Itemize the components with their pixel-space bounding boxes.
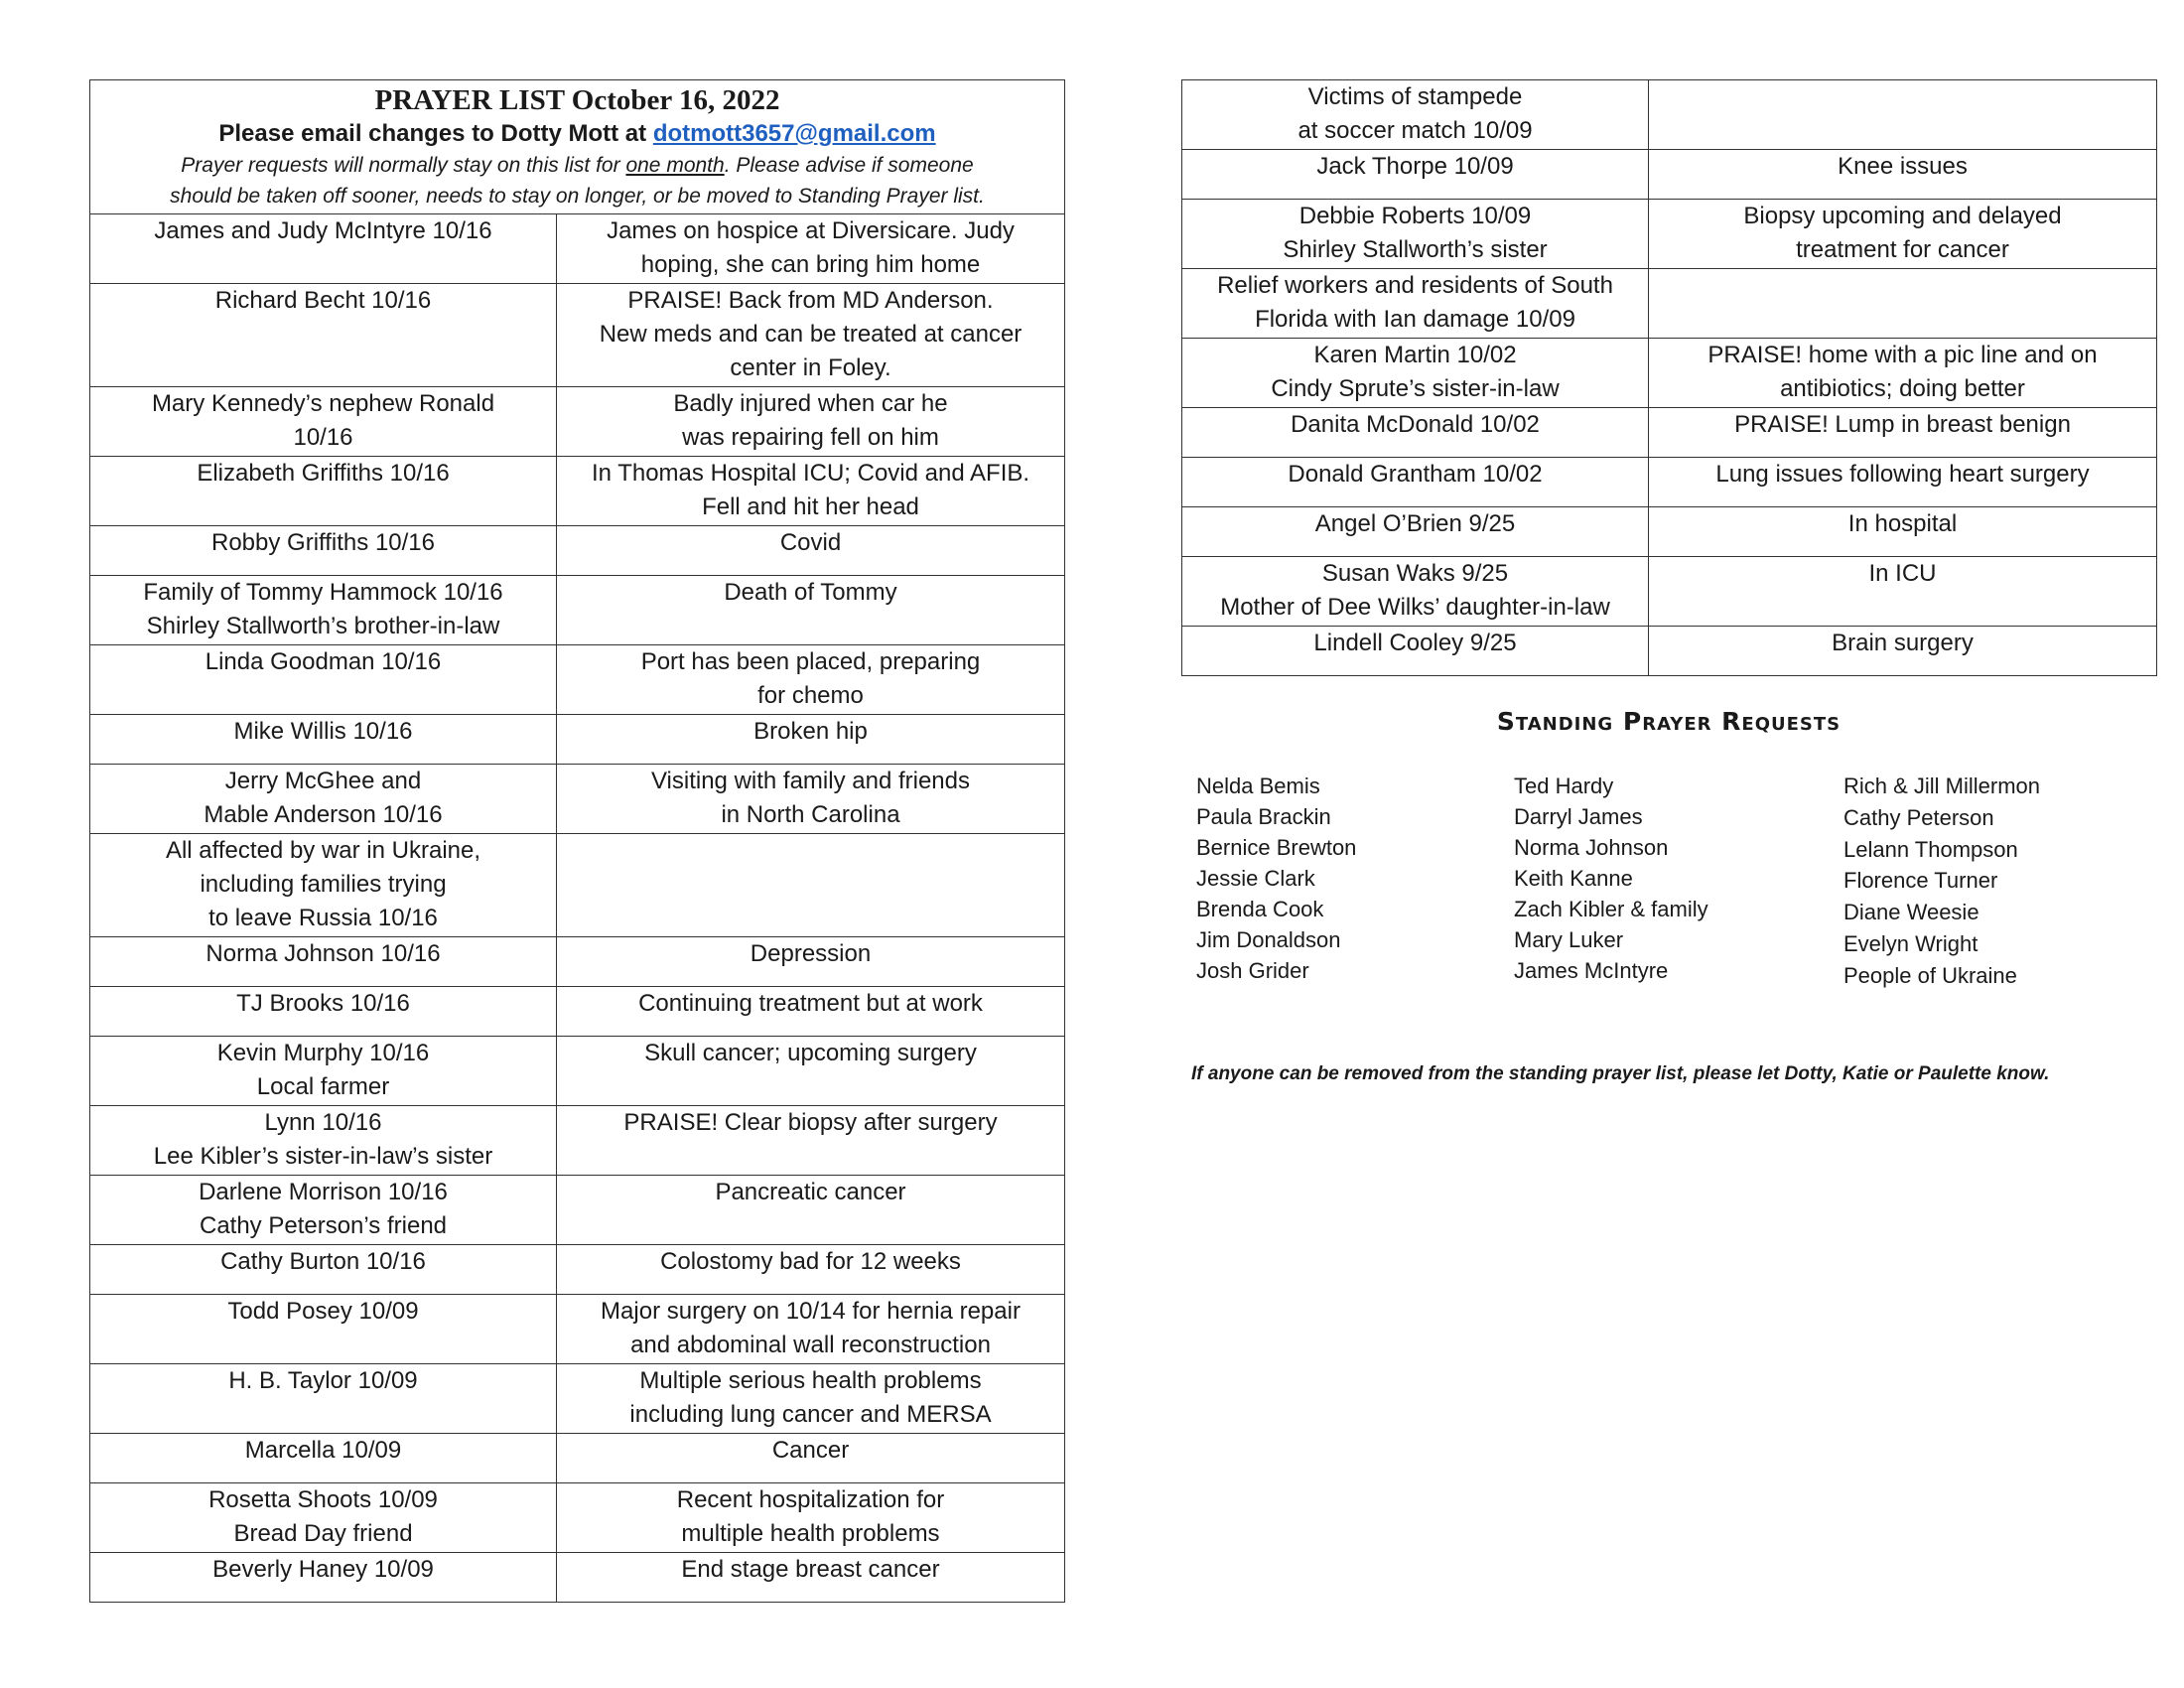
request-cell: Knee issues bbox=[1649, 150, 2157, 200]
prayer-list-continued-body bbox=[1182, 80, 2157, 676]
prayer-request-row bbox=[90, 1037, 1065, 1106]
prayer-request-continued-row bbox=[1182, 627, 2157, 676]
person-cell: Robby Griffiths 10/16 bbox=[90, 526, 557, 576]
note-line2: should be taken off sooner, needs to stay on longer, or be moved to Standing Prayer list. bbox=[170, 185, 985, 208]
standing-name: Mary Luker bbox=[1514, 927, 1624, 952]
note-underlined: one month bbox=[625, 154, 725, 177]
standing-name: Zach Kibler & family bbox=[1514, 897, 1708, 921]
request-cell: Badly injured when car he was repairing fell on him bbox=[557, 387, 1065, 457]
prayer-request-row bbox=[90, 715, 1065, 765]
standing-name: People of Ukraine bbox=[1843, 962, 2017, 988]
standing-name: Norma Johnson bbox=[1514, 835, 1669, 860]
email-link[interactable]: dotmott3657@gmail.com bbox=[652, 120, 936, 147]
request-cell: Skull cancer; upcoming surgery bbox=[557, 1037, 1065, 1106]
request-cell: Major surgery on 10/14 for hernia repair and abdominal wall reconstruction bbox=[557, 1295, 1065, 1364]
prayer-request-continued-row bbox=[1182, 408, 2157, 458]
request-cell: Broken hip bbox=[557, 715, 1065, 765]
request-cell bbox=[557, 834, 1065, 937]
prayer-request-row bbox=[90, 526, 1065, 576]
person-cell: Mike Willis 10/16 bbox=[90, 715, 557, 765]
prayer-list-table bbox=[89, 79, 1065, 1603]
prayer-request-continued-row bbox=[1182, 269, 2157, 339]
request-cell bbox=[1649, 269, 2157, 339]
standing-name: Josh Grider bbox=[1196, 958, 1309, 983]
request-cell: Continuing treatment but at work bbox=[557, 987, 1065, 1037]
standing-name: Florence Turner bbox=[1843, 868, 1998, 894]
person-cell: Jack Thorpe 10/09 bbox=[1182, 150, 1649, 200]
prayer-request-row bbox=[90, 1553, 1065, 1603]
request-cell: Visiting with family and friends in North Carolina bbox=[557, 765, 1065, 834]
standing-name: Jessie Clark bbox=[1196, 866, 1315, 891]
prayer-request-row bbox=[90, 765, 1065, 834]
prayer-request-row bbox=[90, 1295, 1065, 1364]
request-cell: Cancer bbox=[557, 1434, 1065, 1483]
person-cell: TJ Brooks 10/16 bbox=[90, 987, 557, 1037]
standing-name: Evelyn Wright bbox=[1843, 930, 1979, 956]
standing-name: Rich & Jill Millermon bbox=[1843, 774, 2041, 798]
request-cell: PRAISE! Clear biopsy after surgery bbox=[557, 1106, 1065, 1176]
standing-requests-title: Standing Prayer Requests bbox=[1496, 707, 1842, 736]
standing-column-2 bbox=[1514, 771, 1708, 986]
prayer-request-row bbox=[90, 214, 1065, 284]
prayer-request-row bbox=[90, 987, 1065, 1037]
person-cell: Todd Posey 10/09 bbox=[90, 1295, 557, 1364]
standing-name: Nelda Bemis bbox=[1196, 774, 1320, 798]
person-cell: Susan Waks 9/25 Mother of Dee Wilks’ daughter-in-law bbox=[1182, 557, 1649, 627]
request-cell bbox=[1649, 80, 2157, 150]
person-cell: Relief workers and residents of South Florida with Ian damage 10/09 bbox=[1182, 269, 1649, 339]
header-cell bbox=[90, 80, 1065, 214]
standing-name: Cathy Peterson bbox=[1843, 804, 1994, 830]
person-cell: H. B. Taylor 10/09 bbox=[90, 1364, 557, 1434]
person-cell: Victims of stampede at soccer match 10/09 bbox=[1182, 80, 1649, 150]
note-part1: Prayer requests will normally stay on this list for bbox=[181, 154, 626, 177]
request-cell: Death of Tommy bbox=[557, 576, 1065, 645]
prayer-request-row bbox=[90, 1364, 1065, 1434]
request-cell: Colostomy bad for 12 weeks bbox=[557, 1245, 1065, 1295]
person-cell: Linda Goodman 10/16 bbox=[90, 645, 557, 715]
request-cell: In hospital bbox=[1649, 507, 2157, 557]
prayer-request-continued-row bbox=[1182, 458, 2157, 507]
prayer-request-continued-row bbox=[1182, 557, 2157, 627]
prayer-request-continued-row bbox=[1182, 80, 2157, 150]
person-cell: Darlene Morrison 10/16 Cathy Peterson’s friend bbox=[90, 1176, 557, 1245]
standing-name: Paula Brackin bbox=[1196, 804, 1331, 829]
standing-name: Jim Donaldson bbox=[1196, 927, 1341, 952]
prayer-request-row bbox=[90, 284, 1065, 387]
prayer-request-continued-row bbox=[1182, 339, 2157, 408]
request-cell: PRAISE! home with a pic line and on antibiotics; doing better bbox=[1649, 339, 2157, 408]
request-cell: Pancreatic cancer bbox=[557, 1176, 1065, 1245]
request-cell: James on hospice at Diversicare. Judy hoping, she can bring him home bbox=[557, 214, 1065, 284]
prayer-request-row bbox=[90, 576, 1065, 645]
person-cell: All affected by war in Ukraine, including families trying to leave Russia 10/16 bbox=[90, 834, 557, 937]
person-cell: Cathy Burton 10/16 bbox=[90, 1245, 557, 1295]
request-cell: Multiple serious health problems including lung cancer and MERSA bbox=[557, 1364, 1065, 1434]
removal-note: If anyone can be removed from the standing prayer list, please let Dotty, Katie or Paulette know. bbox=[1191, 1063, 2050, 1084]
person-cell: Danita McDonald 10/02 bbox=[1182, 408, 1649, 458]
prayer-request-row bbox=[90, 937, 1065, 987]
prayer-list-continued-table bbox=[1181, 79, 2157, 676]
standing-name: Brenda Cook bbox=[1196, 897, 1324, 921]
prayer-request-row bbox=[90, 1176, 1065, 1245]
request-cell: PRAISE! Back from MD Anderson. New meds and can be treated at cancer center in Foley. bbox=[557, 284, 1065, 387]
standing-name: Diane Weesie bbox=[1843, 900, 1979, 925]
person-cell: Lindell Cooley 9/25 bbox=[1182, 627, 1649, 676]
standing-name: Keith Kanne bbox=[1514, 866, 1633, 891]
header-row bbox=[90, 80, 1065, 214]
person-cell: Beverly Haney 10/09 bbox=[90, 1553, 557, 1603]
request-cell: Brain surgery bbox=[1649, 627, 2157, 676]
prayer-request-row bbox=[90, 1106, 1065, 1176]
duration-note bbox=[90, 150, 1064, 211]
prayer-request-continued-row bbox=[1182, 507, 2157, 557]
prayer-request-continued-row bbox=[1182, 150, 2157, 200]
standing-name: Lelann Thompson bbox=[1843, 836, 2018, 862]
person-cell: Elizabeth Griffiths 10/16 bbox=[90, 457, 557, 526]
person-cell: Karen Martin 10/02 Cindy Sprute’s sister-in-law bbox=[1182, 339, 1649, 408]
prayer-list-body bbox=[90, 80, 1065, 1603]
person-cell: Richard Becht 10/16 bbox=[90, 284, 557, 387]
request-cell: In Thomas Hospital ICU; Covid and AFIB. Fell and hit her head bbox=[557, 457, 1065, 526]
person-cell: Jerry McGhee and Mable Anderson 10/16 bbox=[90, 765, 557, 834]
note-part2: . Please advise if someone bbox=[724, 154, 974, 177]
standing-column-3 bbox=[1843, 771, 2040, 992]
request-cell: Lung issues following heart surgery bbox=[1649, 458, 2157, 507]
request-cell: Covid bbox=[557, 526, 1065, 576]
person-cell: Lynn 10/16 Lee Kibler’s sister-in-law’s sister bbox=[90, 1106, 557, 1176]
standing-name: James McIntyre bbox=[1514, 958, 1669, 983]
person-cell: Donald Grantham 10/02 bbox=[1182, 458, 1649, 507]
request-cell: Biopsy upcoming and delayed treatment for cancer bbox=[1649, 200, 2157, 269]
prayer-request-row bbox=[90, 1434, 1065, 1483]
standing-name: Bernice Brewton bbox=[1196, 835, 1357, 860]
standing-name: Ted Hardy bbox=[1514, 774, 1614, 798]
page-title: PRAYER LIST October 16, 2022 bbox=[374, 84, 780, 116]
person-cell: Angel O’Brien 9/25 bbox=[1182, 507, 1649, 557]
email-instruction bbox=[90, 118, 1064, 150]
standing-column-1 bbox=[1196, 771, 1356, 986]
person-cell: Marcella 10/09 bbox=[90, 1434, 557, 1483]
prayer-request-row bbox=[90, 834, 1065, 937]
person-cell: Norma Johnson 10/16 bbox=[90, 937, 557, 987]
email-prefix: Please email changes to Dotty Mott at bbox=[218, 120, 653, 147]
request-cell: Port has been placed, preparing for chemo bbox=[557, 645, 1065, 715]
person-cell: Mary Kennedy’s nephew Ronald 10/16 bbox=[90, 387, 557, 457]
request-cell: Depression bbox=[557, 937, 1065, 987]
request-cell: In ICU bbox=[1649, 557, 2157, 627]
person-cell: Kevin Murphy 10/16 Local farmer bbox=[90, 1037, 557, 1106]
prayer-request-row bbox=[90, 457, 1065, 526]
prayer-request-continued-row bbox=[1182, 200, 2157, 269]
request-cell: PRAISE! Lump in breast benign bbox=[1649, 408, 2157, 458]
person-cell: James and Judy McIntyre 10/16 bbox=[90, 214, 557, 284]
person-cell: Rosetta Shoots 10/09 Bread Day friend bbox=[90, 1483, 557, 1553]
prayer-request-row bbox=[90, 645, 1065, 715]
person-cell: Debbie Roberts 10/09 Shirley Stallworth’s sister bbox=[1182, 200, 1649, 269]
request-cell: Recent hospitalization for multiple health problems bbox=[557, 1483, 1065, 1553]
prayer-request-row bbox=[90, 1245, 1065, 1295]
request-cell: End stage breast cancer bbox=[557, 1553, 1065, 1603]
prayer-request-row bbox=[90, 1483, 1065, 1553]
standing-name: Darryl James bbox=[1514, 804, 1643, 829]
person-cell: Family of Tommy Hammock 10/16 Shirley Stallworth’s brother-in-law bbox=[90, 576, 557, 645]
prayer-request-row bbox=[90, 387, 1065, 457]
